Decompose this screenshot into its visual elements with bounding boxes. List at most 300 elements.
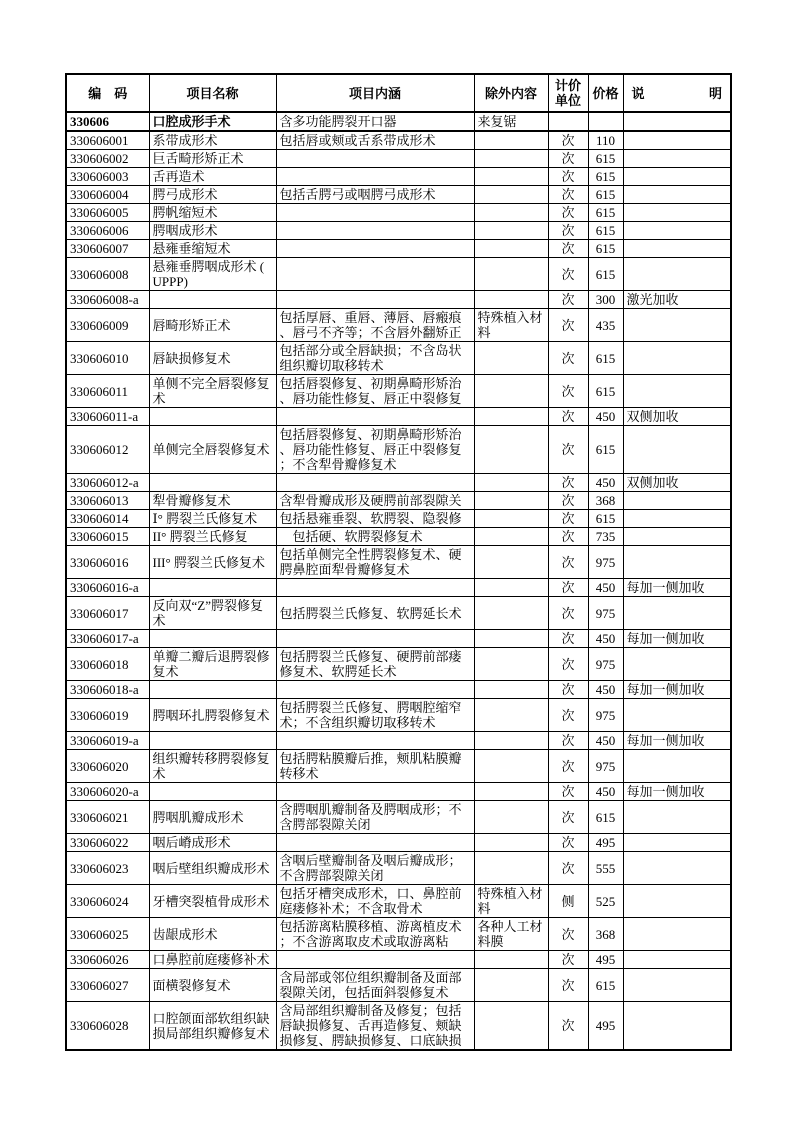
- cell-name: 口腔成形手术: [149, 112, 276, 131]
- cell-price: 450: [588, 630, 623, 648]
- cell-note: [623, 510, 731, 528]
- cell-exclusion: [474, 579, 548, 597]
- cell-note: [623, 918, 731, 951]
- cell-unit: 次: [548, 510, 588, 528]
- cell-unit: 侧: [548, 885, 588, 918]
- cell-price: 615: [588, 186, 623, 204]
- cell-code: 330606023: [66, 852, 149, 885]
- cell-exclusion: [474, 648, 548, 681]
- cell-unit: 次: [548, 699, 588, 732]
- cell-unit: 次: [548, 240, 588, 258]
- cell-name: 巨舌畸形矫正术: [149, 150, 276, 168]
- cell-desc: 包括唇裂修复、初期鼻畸形矫治、唇功能性修复、唇正中裂修复；不含犁骨瓣修复术: [276, 426, 474, 474]
- cell-exclusion: [474, 681, 548, 699]
- cell-code: 330606007: [66, 240, 149, 258]
- cell-note: [623, 648, 731, 681]
- cell-note: [623, 1002, 731, 1051]
- cell-name: 悬雍垂缩短术: [149, 240, 276, 258]
- cell-unit: 次: [548, 1002, 588, 1051]
- table-row: [66, 597, 731, 630]
- cell-code: 330606019: [66, 699, 149, 732]
- cell-code: 330606011-a: [66, 408, 149, 426]
- cell-price: 495: [588, 951, 623, 969]
- table-row: [66, 801, 731, 834]
- cell-unit: 次: [548, 408, 588, 426]
- table-row: [66, 222, 731, 240]
- cell-exclusion: [474, 834, 548, 852]
- cell-unit: 次: [548, 186, 588, 204]
- cell-exclusion: [474, 801, 548, 834]
- cell-note: [623, 309, 731, 342]
- cell-price: 435: [588, 309, 623, 342]
- cell-code: 330606011: [66, 375, 149, 408]
- cell-exclusion: [474, 546, 548, 579]
- cell-note: [623, 112, 731, 131]
- cell-name: 腭弓成形术: [149, 186, 276, 204]
- table-row: [66, 150, 731, 168]
- cell-code: 330606017-a: [66, 630, 149, 648]
- cell-desc: 包括硬、软腭裂修复术: [276, 528, 474, 546]
- cell-note: 双侧加收: [623, 408, 731, 426]
- price-table: [65, 73, 732, 1051]
- cell-name: [149, 681, 276, 699]
- cell-note: [623, 186, 731, 204]
- cell-price: 615: [588, 240, 623, 258]
- cell-name: 口鼻腔前庭瘘修补术: [149, 951, 276, 969]
- cell-exclusion: [474, 240, 548, 258]
- table-row: [66, 112, 731, 131]
- cell-code: 330606027: [66, 969, 149, 1002]
- cell-price: 975: [588, 699, 623, 732]
- cell-name: [149, 291, 276, 309]
- cell-price: 525: [588, 885, 623, 918]
- cell-code: 330606014: [66, 510, 149, 528]
- cell-exclusion: [474, 375, 548, 408]
- cell-price: 735: [588, 528, 623, 546]
- cell-code: 330606028: [66, 1002, 149, 1051]
- cell-desc: [276, 951, 474, 969]
- cell-note: [623, 426, 731, 474]
- cell-name: 唇畸形矫正术: [149, 309, 276, 342]
- cell-desc: [276, 732, 474, 750]
- header-name: 项目名称: [149, 74, 276, 112]
- cell-unit: 次: [548, 204, 588, 222]
- cell-name: 单瓣二瓣后退腭裂修复术: [149, 648, 276, 681]
- cell-exclusion: [474, 342, 548, 375]
- cell-unit: 次: [548, 291, 588, 309]
- cell-note: 每加一侧加收: [623, 681, 731, 699]
- cell-unit: 次: [548, 131, 588, 150]
- cell-name: 反向双“Z”腭裂修复术: [149, 597, 276, 630]
- cell-desc: 包括游离粘膜移植、游离植皮术；不含游离取皮术或取游离粘: [276, 918, 474, 951]
- cell-unit: 次: [548, 801, 588, 834]
- cell-unit: 次: [548, 342, 588, 375]
- table-row: [66, 918, 731, 951]
- cell-name: 腭咽环扎腭裂修复术: [149, 699, 276, 732]
- cell-desc: [276, 783, 474, 801]
- cell-name: 系带成形术: [149, 131, 276, 150]
- cell-name: 齿龈成形术: [149, 918, 276, 951]
- cell-exclusion: [474, 750, 548, 783]
- cell-exclusion: [474, 597, 548, 630]
- cell-desc: 包括牙槽突成形术，口、鼻腔前庭瘘修补术；不含取骨术: [276, 885, 474, 918]
- cell-price: 450: [588, 783, 623, 801]
- cell-desc: 包括腭粘膜瓣后推，颊肌粘膜瓣转移术: [276, 750, 474, 783]
- cell-price: 975: [588, 648, 623, 681]
- cell-code: 330606006: [66, 222, 149, 240]
- cell-price: 615: [588, 342, 623, 375]
- cell-exclusion: [474, 951, 548, 969]
- cell-code: 330606: [66, 112, 149, 131]
- cell-exclusion: 特殊植入材料: [474, 309, 548, 342]
- cell-name: 犁骨瓣修复术: [149, 492, 276, 510]
- cell-price: 615: [588, 426, 623, 474]
- cell-desc: [276, 291, 474, 309]
- cell-desc: 包括腭裂兰氏修复、软腭延长术: [276, 597, 474, 630]
- cell-name: 腭帆缩短术: [149, 204, 276, 222]
- cell-price: 975: [588, 597, 623, 630]
- cell-exclusion: [474, 131, 548, 150]
- cell-note: 激光加收: [623, 291, 731, 309]
- table-row: [66, 131, 731, 150]
- cell-exclusion: 来复锯: [474, 112, 548, 131]
- cell-price: 450: [588, 474, 623, 492]
- cell-code: 330606024: [66, 885, 149, 918]
- cell-name: 舌再造术: [149, 168, 276, 186]
- cell-code: 330606017: [66, 597, 149, 630]
- table-row: [66, 204, 731, 222]
- cell-desc: 包括悬雍垂裂、软腭裂、隐裂修: [276, 510, 474, 528]
- header-code: 编 码: [66, 74, 149, 112]
- table-row: [66, 528, 731, 546]
- cell-price: 615: [588, 510, 623, 528]
- cell-note: 双侧加收: [623, 474, 731, 492]
- table-row: [66, 492, 731, 510]
- cell-name: 口腔颌面部软组织缺损局部组织瓣修复术: [149, 1002, 276, 1051]
- cell-exclusion: [474, 408, 548, 426]
- cell-code: 330606022: [66, 834, 149, 852]
- cell-code: 330606018-a: [66, 681, 149, 699]
- cell-price: 495: [588, 1002, 623, 1051]
- cell-note: [623, 342, 731, 375]
- cell-unit: 次: [548, 597, 588, 630]
- header-row: [66, 74, 731, 112]
- cell-exclusion: [474, 1002, 548, 1051]
- cell-desc: 含犁骨瓣成形及硬腭前部裂隙关: [276, 492, 474, 510]
- cell-price: 975: [588, 750, 623, 783]
- cell-price: 450: [588, 408, 623, 426]
- cell-price: 615: [588, 375, 623, 408]
- cell-name: 面横裂修复术: [149, 969, 276, 1002]
- cell-exclusion: [474, 222, 548, 240]
- cell-desc: 包括唇或颊或舌系带成形术: [276, 131, 474, 150]
- cell-unit: 次: [548, 732, 588, 750]
- cell-desc: [276, 222, 474, 240]
- cell-desc: [276, 258, 474, 291]
- cell-desc: [276, 240, 474, 258]
- cell-exclusion: [474, 474, 548, 492]
- cell-desc: 包括单侧完全性腭裂修复术、硬腭鼻腔面犁骨瓣修复术: [276, 546, 474, 579]
- cell-note: [623, 885, 731, 918]
- cell-note: [623, 528, 731, 546]
- cell-note: [623, 375, 731, 408]
- cell-price: 555: [588, 852, 623, 885]
- cell-name: [149, 408, 276, 426]
- cell-code: 330606012: [66, 426, 149, 474]
- cell-desc: [276, 579, 474, 597]
- cell-desc: [276, 681, 474, 699]
- cell-desc: [276, 630, 474, 648]
- cell-name: 咽后壁组织瓣成形术: [149, 852, 276, 885]
- cell-exclusion: [474, 258, 548, 291]
- table-row: [66, 732, 731, 750]
- cell-note: [623, 951, 731, 969]
- cell-exclusion: [474, 528, 548, 546]
- cell-unit: 次: [548, 222, 588, 240]
- cell-exclusion: [474, 732, 548, 750]
- header-price: 价格: [588, 74, 623, 112]
- cell-price: 450: [588, 579, 623, 597]
- table-row: [66, 375, 731, 408]
- cell-desc: [276, 168, 474, 186]
- cell-unit: 次: [548, 681, 588, 699]
- cell-name: 组织瓣转移腭裂修复术: [149, 750, 276, 783]
- cell-code: 330606016: [66, 546, 149, 579]
- cell-unit: 次: [548, 648, 588, 681]
- cell-unit: 次: [548, 150, 588, 168]
- table-row: [66, 426, 731, 474]
- cell-desc: 包括舌腭弓或咽腭弓成形术: [276, 186, 474, 204]
- cell-note: [623, 834, 731, 852]
- header-unit: 计价单位: [548, 74, 588, 112]
- cell-note: 每加一侧加收: [623, 732, 731, 750]
- table-row: [66, 546, 731, 579]
- cell-note: [623, 597, 731, 630]
- cell-name: 单侧不完全唇裂修复术: [149, 375, 276, 408]
- cell-unit: 次: [548, 426, 588, 474]
- cell-price: 615: [588, 222, 623, 240]
- cell-note: [623, 150, 731, 168]
- cell-price: 615: [588, 801, 623, 834]
- cell-code: 330606008-a: [66, 291, 149, 309]
- table-row: [66, 648, 731, 681]
- cell-price: 368: [588, 492, 623, 510]
- cell-exclusion: [474, 699, 548, 732]
- table-row: [66, 168, 731, 186]
- cell-exclusion: [474, 852, 548, 885]
- cell-code: 330606020: [66, 750, 149, 783]
- cell-price: 450: [588, 732, 623, 750]
- cell-unit: 次: [548, 951, 588, 969]
- cell-unit: 次: [548, 474, 588, 492]
- cell-exclusion: [474, 783, 548, 801]
- cell-code: 330606003: [66, 168, 149, 186]
- table-row: [66, 783, 731, 801]
- cell-unit: 次: [548, 375, 588, 408]
- cell-desc: [276, 150, 474, 168]
- cell-note: [623, 204, 731, 222]
- cell-code: 330606010: [66, 342, 149, 375]
- cell-unit: 次: [548, 918, 588, 951]
- cell-desc: 包括厚唇、重唇、薄唇、唇瘢痕、唇弓不齐等；不含唇外翻矫正: [276, 309, 474, 342]
- cell-note: [623, 750, 731, 783]
- cell-unit: 次: [548, 309, 588, 342]
- cell-note: 每加一侧加收: [623, 630, 731, 648]
- cell-note: [623, 699, 731, 732]
- cell-desc: 包括腭裂兰氏修复、硬腭前部瘘修复术、软腭延长术: [276, 648, 474, 681]
- cell-name: [149, 783, 276, 801]
- table-row: [66, 681, 731, 699]
- cell-note: [623, 168, 731, 186]
- cell-desc: 含咽后壁瓣制备及咽后瓣成形；不含腭部裂隙关闭: [276, 852, 474, 885]
- cell-code: 330606009: [66, 309, 149, 342]
- cell-unit: 次: [548, 258, 588, 291]
- cell-desc: [276, 204, 474, 222]
- cell-exclusion: [474, 492, 548, 510]
- cell-exclusion: [474, 291, 548, 309]
- cell-desc: [276, 834, 474, 852]
- cell-code: 330606026: [66, 951, 149, 969]
- cell-unit: 次: [548, 783, 588, 801]
- table-row: [66, 309, 731, 342]
- cell-name: 咽后嵴成形术: [149, 834, 276, 852]
- table-row: [66, 852, 731, 885]
- cell-exclusion: [474, 969, 548, 1002]
- cell-exclusion: [474, 168, 548, 186]
- cell-code: 330606012-a: [66, 474, 149, 492]
- cell-unit: 次: [548, 834, 588, 852]
- cell-price: 300: [588, 291, 623, 309]
- cell-unit: 次: [548, 969, 588, 1002]
- cell-exclusion: [474, 510, 548, 528]
- cell-exclusion: [474, 150, 548, 168]
- cell-code: 330606020-a: [66, 783, 149, 801]
- cell-price: 615: [588, 969, 623, 1002]
- cell-note: [623, 969, 731, 1002]
- cell-unit: 次: [548, 852, 588, 885]
- cell-price: 110: [588, 131, 623, 150]
- cell-unit: [548, 112, 588, 131]
- table-row: [66, 186, 731, 204]
- cell-name: Ⅰ° 腭裂兰氏修复术: [149, 510, 276, 528]
- cell-note: [623, 222, 731, 240]
- cell-name: 唇缺损修复术: [149, 342, 276, 375]
- table-row: [66, 834, 731, 852]
- header-note: 说 明: [623, 74, 731, 112]
- table-row: [66, 258, 731, 291]
- cell-code: 330606008: [66, 258, 149, 291]
- table-row: [66, 951, 731, 969]
- cell-note: 每加一侧加收: [623, 783, 731, 801]
- cell-code: 330606004: [66, 186, 149, 204]
- cell-code: 330606025: [66, 918, 149, 951]
- cell-price: 450: [588, 681, 623, 699]
- cell-name: 牙槽突裂植骨成形术: [149, 885, 276, 918]
- cell-exclusion: [474, 186, 548, 204]
- table-row: [66, 474, 731, 492]
- cell-name: [149, 474, 276, 492]
- cell-price: 615: [588, 150, 623, 168]
- cell-desc: [276, 474, 474, 492]
- cell-unit: 次: [548, 528, 588, 546]
- cell-code: 330606019-a: [66, 732, 149, 750]
- cell-note: [623, 240, 731, 258]
- cell-name: III° 腭裂兰氏修复术: [149, 546, 276, 579]
- table-row: [66, 885, 731, 918]
- table-row: [66, 579, 731, 597]
- cell-exclusion: [474, 630, 548, 648]
- cell-desc: [276, 408, 474, 426]
- cell-code: 330606021: [66, 801, 149, 834]
- cell-desc: 包括腭裂兰氏修复、腭咽腔缩窄术；不含组织瓣切取移转术: [276, 699, 474, 732]
- cell-exclusion: 各种人工材料膜: [474, 918, 548, 951]
- header-desc: 项目内涵: [276, 74, 474, 112]
- cell-note: [623, 801, 731, 834]
- cell-name: [149, 579, 276, 597]
- cell-note: [623, 131, 731, 150]
- cell-unit: 次: [548, 168, 588, 186]
- cell-unit: 次: [548, 750, 588, 783]
- cell-price: 615: [588, 168, 623, 186]
- cell-price: [588, 112, 623, 131]
- cell-price: 615: [588, 204, 623, 222]
- cell-name: 悬雍垂腭咽成形术 (UPPP): [149, 258, 276, 291]
- table-row: [66, 291, 731, 309]
- cell-unit: 次: [548, 630, 588, 648]
- table-row: [66, 408, 731, 426]
- cell-exclusion: 特殊植入材料: [474, 885, 548, 918]
- table-row: [66, 240, 731, 258]
- table-row: [66, 969, 731, 1002]
- cell-note: [623, 258, 731, 291]
- table-row: [66, 630, 731, 648]
- cell-note: [623, 852, 731, 885]
- cell-note: [623, 492, 731, 510]
- cell-name: II° 腭裂兰氏修复: [149, 528, 276, 546]
- header-exclusion: 除外内容: [474, 74, 548, 112]
- cell-price: 975: [588, 546, 623, 579]
- cell-code: 330606005: [66, 204, 149, 222]
- cell-desc: 包括部分或全唇缺损；不含岛状组织瓣切取移转术: [276, 342, 474, 375]
- cell-name: 腭咽成形术: [149, 222, 276, 240]
- cell-code: 330606018: [66, 648, 149, 681]
- table-row: [66, 342, 731, 375]
- cell-desc: 含多功能腭裂开口器: [276, 112, 474, 131]
- cell-unit: 次: [548, 492, 588, 510]
- table-row: [66, 510, 731, 528]
- cell-name: 腭咽肌瓣成形术: [149, 801, 276, 834]
- cell-name: 单侧完全唇裂修复术: [149, 426, 276, 474]
- cell-desc: 含局部组织瓣制备及修复；包括唇缺损修复、舌再造修复、颊缺损修复、腭缺损修复、口底缺损: [276, 1002, 474, 1051]
- table-row: [66, 699, 731, 732]
- cell-exclusion: [474, 204, 548, 222]
- cell-note: 每加一侧加收: [623, 579, 731, 597]
- cell-note: [623, 546, 731, 579]
- cell-exclusion: [474, 426, 548, 474]
- cell-name: [149, 630, 276, 648]
- cell-code: 330606001: [66, 131, 149, 150]
- cell-price: 368: [588, 918, 623, 951]
- cell-price: 615: [588, 258, 623, 291]
- cell-desc: 包括唇裂修复、初期鼻畸形矫治、唇功能性修复、唇正中裂修复: [276, 375, 474, 408]
- table-row: [66, 750, 731, 783]
- cell-code: 330606016-a: [66, 579, 149, 597]
- cell-desc: 含腭咽肌瓣制备及腭咽成形；不含腭部裂隙关闭: [276, 801, 474, 834]
- cell-name: [149, 732, 276, 750]
- cell-code: 330606015: [66, 528, 149, 546]
- table-row: [66, 1002, 731, 1051]
- cell-code: 330606002: [66, 150, 149, 168]
